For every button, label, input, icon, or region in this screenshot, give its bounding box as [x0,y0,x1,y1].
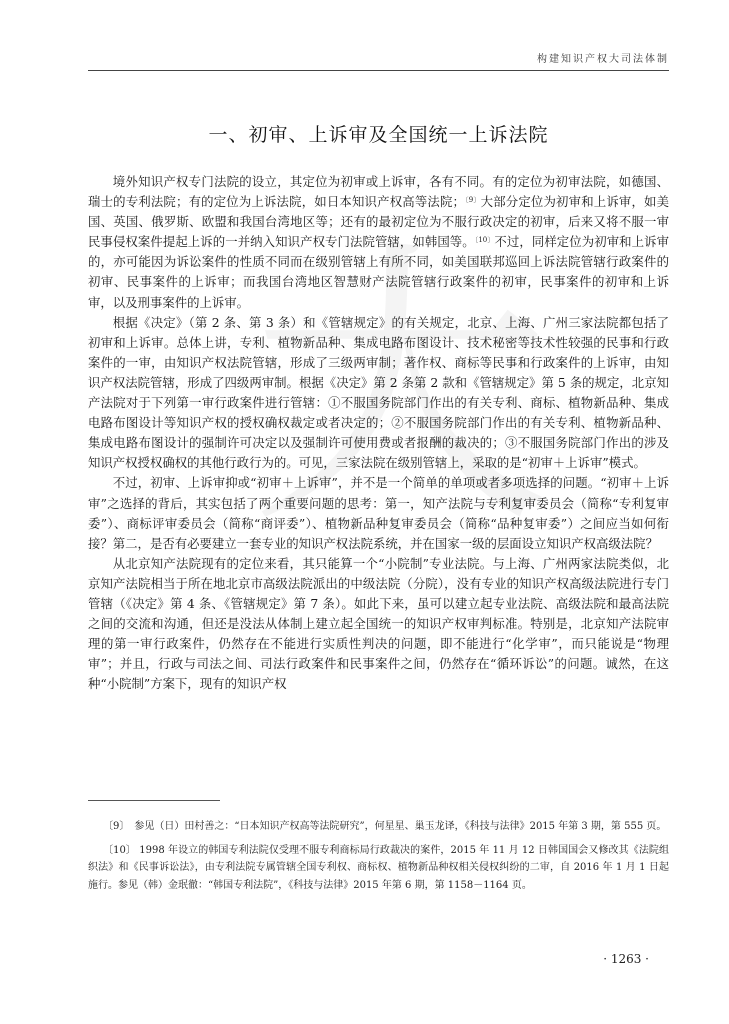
footnote-marker[interactable]: 〔9〕 [464,196,481,205]
paragraph-2 [88,313,669,474]
paragraph-text: 根据《决定》（第 2 条、第 3 条）和《管辖规定》的有关规定，北京、上海、广州三家法院都包括了初审和上诉审。总体上讲，专利、植物新品种、集成电路布图设计、技术秘密等技术性较强的民事和行政案件的一审，由知识产权法院管辖，形成了三级两审制；著作权、商标等民事和行政案件的上诉审，由知识产权法院管辖，形成了四级两审制。根据《决定》第 2 条第 2 款和《管辖规定》第 5 条的规定，北京知产法院对于下列第一审行政案件进行管辖：①不服国务院部门作出的有关专利、商标、植物新品种、集成电路布图设计等知识产权的授权确权裁定或者决定的；②不服国务院部门作出的有关专利、植物新品种、集成电路布图设计的强制许可决定以及强制许可使用费或者报酬的裁决的；③不服国务院部门作出的涉及知识产权授权确权的其他行政行为的。可见，三家法院在级别管辖上，采取的是“初审＋上诉审”模式。 [88,314,669,471]
paragraph-text: 从北京知产法院现有的定位来看，其只能算一个“小院制”专业法院。与上海、广州两家法院类似，北京知产法院相当于所在地北京市高级法院派出的中级法院（分院），没有专业的知识产权高级法院进行专门管辖（《决定》第 4 条、《管辖规定》第 7 条）。如此下来，虽可以建立起专业法院、高级法院和最高法院之间的交流和沟通，但还是没法从体制上建立起全国统一的知识产权审判标准。特别是，北京知产法院审理的第一审行政案件，仍然存在不能进行实质性判决的问题，即不能进行“化学审”，而只能说是“物理审”；并且，行政与司法之间、司法行政案件和民事案件之间，仍然存在“循环诉讼”的问题。诚然，在这种“小院制”方案下，现有的知识产权 [88,555,669,692]
page-number: · 1263 · [603,952,649,966]
header-rule [88,70,669,71]
paragraph-text: 不过，初审、上诉审抑或“初审＋上诉审”，并不是一个简单的单项或者多项选择的问题。“初审＋上诉审”之选择的背后，其实包括了两个重要问题的思考：第一，知产法院与专利复审委员会（简称“专利复审委”）、商标评审委员会（简称“商评委”）、植物新品种复审委员会（简称“品种复审委”）之间应当如何衔接？第二，是否有必要建立一套专业的知识产权法院系统，并在国家一级的层面设立知识产权高级法院？ [88,475,669,551]
paragraph-4 [88,554,669,695]
paragraph-text: 大部分定位为初审和上诉审，如美国、英国、俄罗斯、欧盟和我国台湾地区等；还有的最初定位为不服行政决定的初审，后来又将不服一审民事侵权案件提起上诉的一并纳入知识产权专门法院管辖，如韩国等。 [88,194,670,250]
paragraph-text: 境外知识产权专门法院的设立，其定位为初审或上诉审，各有不同。有的定位为初审法院，如德国、瑞士的专利法院；有的定位为上诉法院，如日本知识产权高等法院； [88,174,669,210]
section-title: 一、初审、上诉审及全国统一上诉法院 [208,124,549,146]
footnotes [88,818,669,900]
paragraph-text: 不过，同样定位为初审和上诉审的，亦可能因为诉讼案件的性质不同而在级别管辖上有所不同，如美国联邦巡回上诉法院管辖行政案件的初审、民事案件的上诉审；而我国台湾地区智慧财产法院管辖行政案件的初审，民事案件的初审和上诉审，以及刑事案件的上诉审。 [88,234,669,310]
footnote-marker[interactable]: 〔10〕 [474,236,495,245]
footnote-rule [88,800,220,801]
footnote-10: 〔10〕 1998 年设立的韩国专利法院仅受理不服专利商标局行政裁决的案件，2015 年 11 月 12 日韩国国会又修改其《法院组织法》和《民事诉讼法》，由专利法院专属管辖全国专利权、商标权、植物新品种权相关侵权纠纷的二审，自 2016 年 1 月 1 日起施行。参见（韩）金珉徹：“韩国专利法院”，《科技与法律》2015 年第 6 期，第 1158－1164 页。 [88,844,669,891]
paragraph-1 [88,172,669,313]
paragraph-3 [88,473,669,553]
footnote-9: 〔9〕 参见（日）田村善之：“日本知识产权高等法院研究”，何星星、巢玉龙译，《科技与法律》2015 年第 3 期，第 555 页。 [103,821,667,832]
running-head: 构建知识产权大司法体制 [537,54,669,65]
body-text [88,172,669,694]
